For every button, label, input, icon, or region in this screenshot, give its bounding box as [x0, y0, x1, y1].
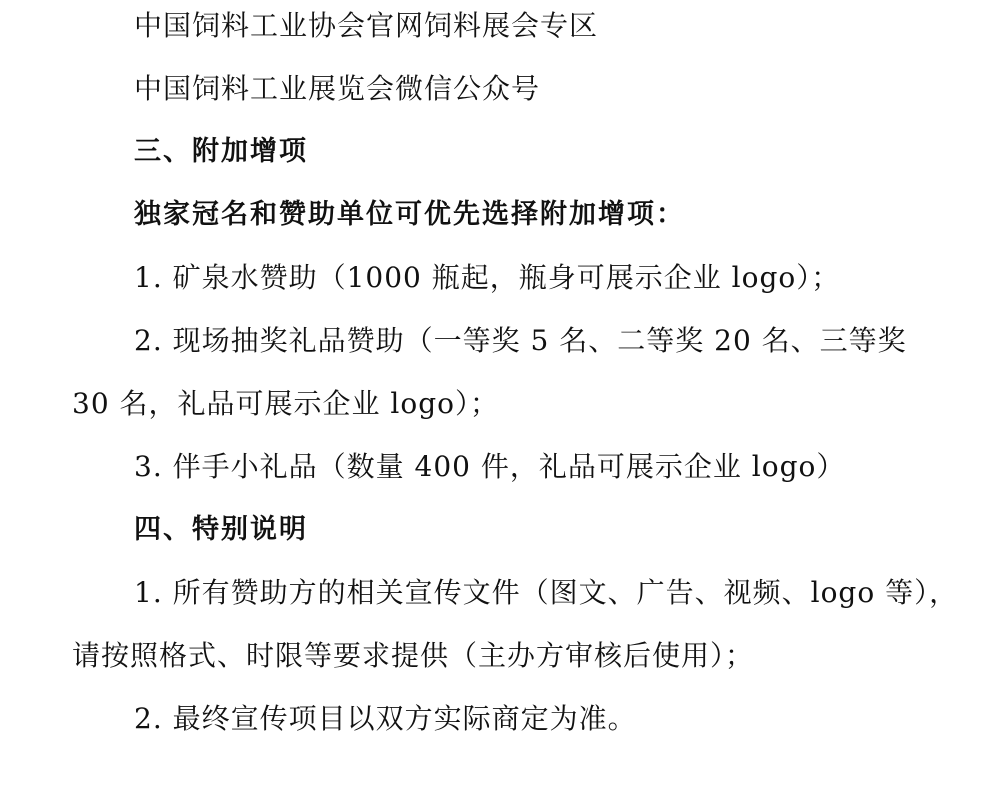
section-3-intro: 独家冠名和赞助单位可优先选择附加增项： — [134, 199, 685, 230]
section-3-item-3: 3. 伴手小礼品（数量 400 件，礼品可展示企业 logo） — [134, 450, 846, 483]
section-3-heading: 三、附加增项 — [134, 136, 308, 167]
section-3-item-1: 1. 矿泉水赞助（1000 瓶起，瓶身可展示企业 logo）； — [134, 261, 841, 294]
section-3-item-2-continued: 30 名，礼品可展示企业 logo）； — [72, 387, 500, 420]
section-4-heading: 四、特别说明 — [134, 514, 308, 545]
link-text-exhibition-zone: 中国饲料工业协会官网饲料展会专区 — [134, 9, 599, 42]
section-3-item-2: 2. 现场抽奖礼品赞助（一等奖 5 名、二等奖 20 名、三等奖 — [134, 324, 907, 357]
section-4-item-2: 2. 最终宣传项目以双方实际商定为准。 — [134, 702, 637, 735]
link-text-wechat-account: 中国饲料工业展览会微信公众号 — [134, 72, 541, 105]
section-4-item-1: 1. 所有赞助方的相关宣传文件（图文、广告、视频、logo 等）， — [134, 576, 959, 609]
section-4-item-1-continued: 请按照格式、时限等要求提供（主办方审核后使用）； — [72, 639, 755, 672]
